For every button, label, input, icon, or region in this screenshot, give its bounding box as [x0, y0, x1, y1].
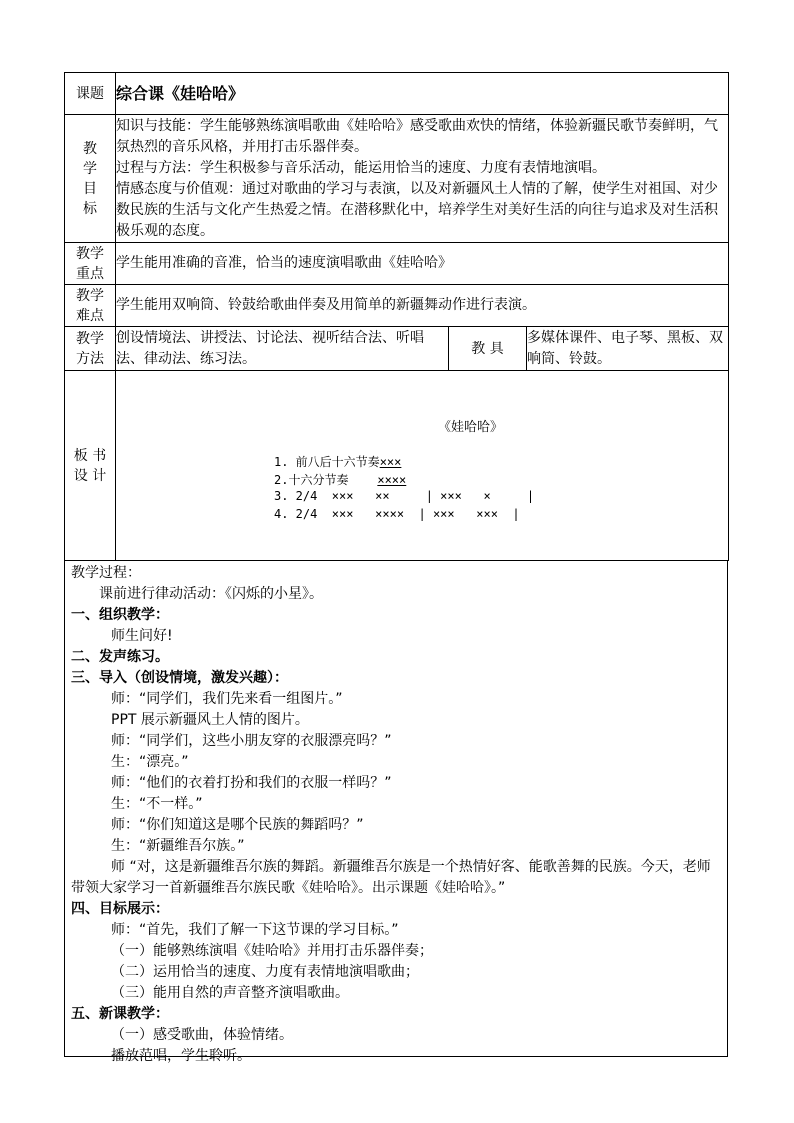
process-heading: 教学过程：: [71, 565, 141, 581]
key-points-row: [65, 243, 729, 285]
process-pre: 课前进行律动活动：《闪烁的小星》。: [99, 586, 323, 602]
key-points-value: 学生能用准确的音准，恰当的速度演唱歌曲《娃哈哈》: [116, 243, 729, 285]
section-1-heading: 一、组织教学：: [71, 607, 169, 623]
objectives-row: [65, 115, 729, 243]
topic-value: 综合课《娃哈哈》: [116, 73, 729, 115]
methods-label: 教学 方法: [65, 327, 116, 371]
section-5-heading: 五、新课教学：: [71, 1006, 169, 1022]
lesson-plan-page: [64, 72, 728, 1064]
board-label: 板 书 设 计: [65, 371, 116, 561]
goal-intro: 师：“首先，我们了解一下这节课的学习目标。”: [111, 922, 399, 938]
new-lesson-item: （一）感受歌曲，体验情绪。: [111, 1027, 293, 1043]
objective-process: 过程与方法：学生积极参与音乐活动，能运用恰当的速度、力度有表情地演唱。: [116, 159, 606, 176]
rhythm-line-4: 4. 2/4 ××× ×××× | ××× ××× |: [274, 506, 520, 521]
goal-item: （三）能用自然的声音整齐演唱歌曲。: [111, 985, 349, 1001]
goal-item: （二）运用恰当的速度、力度有表情地演唱歌曲；: [111, 964, 419, 980]
dialogue-line: 师：“同学们，我们先来看一组图片。”: [111, 691, 343, 707]
dialogue-line: 生：“不一样。”: [111, 796, 203, 812]
lesson-plan-table: [64, 72, 729, 561]
objectives-label: 教 学 目 标: [65, 115, 116, 243]
topic-row: [65, 73, 729, 115]
dialogue-line: PPT 展示新疆风土人情的图片。: [111, 712, 309, 728]
dialogue-line: 师：“同学们，这些小朋友穿的衣服漂亮吗？”: [111, 733, 392, 749]
dialogue-line: 师：“你们知道这是哪个民族的舞蹈吗？”: [111, 817, 364, 833]
section-4-heading: 四、目标展示：: [71, 901, 169, 917]
dialogue-line: 生：“新疆维吾尔族。”: [111, 838, 245, 854]
rhythm-line-3: 3. 2/4 ××× ×× | ××× × |: [274, 488, 535, 503]
objectives-text: [116, 115, 729, 243]
rhythm-line-2: 2.十六分节奏 ××××: [274, 472, 407, 487]
difficulties-row: [65, 285, 729, 327]
board-title: 《娃哈哈》: [438, 419, 504, 435]
goal-item: （一）能够熟练演唱《娃哈哈》并用打击乐器伴奏；: [111, 943, 433, 959]
tools-value: 多媒体课件、电子琴、黑板、双响筒、铃鼓。: [527, 327, 729, 371]
dialogue-line: 师：“他们的衣着打扮和我们的衣服一样吗？”: [111, 775, 392, 791]
board-row: [65, 371, 729, 561]
new-lesson-item: 播放范唱，学生聆听。: [111, 1048, 251, 1064]
difficulties-label: 教学 难点: [65, 285, 116, 327]
teaching-process: [64, 561, 728, 1064]
tools-label: 教 具: [449, 327, 527, 371]
section-3-heading: 三、导入（创设情境，激发兴趣）：: [71, 670, 288, 686]
rhythm-line-1: 1. 前八后十六节奏×××: [274, 454, 402, 469]
board-design: [116, 371, 729, 561]
dialogue-line: 生：“漂亮。”: [111, 754, 189, 770]
objective-emotion: 情感态度与价值观：通过对歌曲的学习与表演，以及对新疆风土人情的了解，使学生对祖国、对少数民族的生活与文化产生热爱之情。在潜移默化中，培养学生对美好生活的向往与追求及对生活积极乐观的态度。: [116, 180, 718, 239]
key-points-label: 教学 重点: [65, 243, 116, 285]
methods-row: [65, 327, 729, 371]
section-1-text: 师生问好!: [111, 628, 173, 644]
section-2-heading: 二、发声练习。: [71, 649, 169, 665]
difficulties-value: 学生能用双响筒、铃鼓给歌曲伴奏及用简单的新疆舞动作进行表演。: [116, 285, 729, 327]
topic-label: 课题: [65, 73, 116, 115]
dialogue-paragraph: 师 “对，这是新疆维吾尔族的舞蹈。新疆维吾尔族是一个热情好客、能歌善舞的民族。今天，老师带领大家学习一首新疆维吾尔族民歌《娃哈哈》。出示课题《娃哈哈》。”: [71, 859, 711, 896]
methods-value: 创设情境法、讲授法、讨论法、视听结合法、听唱法、律动法、练习法。: [116, 327, 449, 371]
objective-knowledge: 知识与技能：学生能够熟练演唱歌曲《娃哈哈》感受歌曲欢快的情绪，体验新疆民歌节奏鲜明，气氛热烈的音乐风格，并用打击乐器伴奏。: [116, 117, 718, 155]
